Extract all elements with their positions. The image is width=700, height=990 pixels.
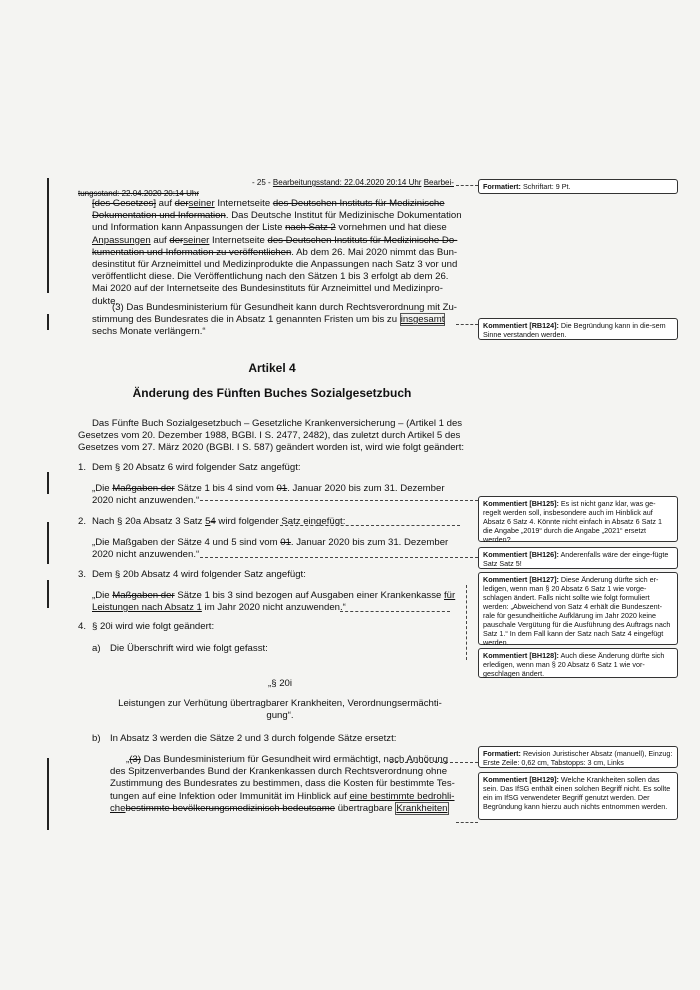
paragraph-3 (92, 302, 458, 339)
text: Internetseite (214, 198, 273, 209)
revision-stamp: Bearbeitungsstand: 22.04.2020 20:14 Uhr (272, 178, 422, 187)
deleted-text: [des Gesetzes] (92, 198, 156, 209)
revision-stamp-prefix: Bearbei- (423, 178, 454, 187)
note-text: Schriftart: 9 Pt. (520, 182, 571, 191)
comment-text: Welche Krankheiten sollen das sein. Das IfSG enthält einen solchen Begriff nicht. Es sollte ein im IfSG verwendeter Begriff genutzt werden. Der Begründung kann hierzu auch nichts entnommen werden. (483, 775, 671, 811)
sub-item-text: In Absatz 3 werden die Sätze 2 und 3 durch folgende Sätze ersetzt: (110, 733, 397, 744)
text: im Jahr 2020 nicht anzuwenden.“ (201, 602, 346, 614)
article-number: Artikel 4 (248, 361, 296, 375)
change-bar (47, 472, 49, 494)
list-item-text: Dem § 20b Absatz 4 wird folgender Satz angefügt: (92, 569, 306, 580)
deleted-text: bestimmte bevölkerungsmedizinisch bedeutsame (125, 802, 336, 814)
note-text: Revision Juristischer Absatz (manuell), Einzug: Erste Zeile: 0,62 cm, Tabstopps: 3 cm, Links (483, 749, 673, 767)
inserted-text: für (444, 590, 456, 601)
comment-text: Auch diese Änderung dürfte sich erledigen, wenn man § 20 Absatz 6 Satz 1 wie vor-geschlagen ändert. (483, 651, 665, 678)
comment-bh127[interactable] (478, 572, 678, 645)
comment-bh128[interactable] (478, 648, 678, 678)
comment-label: Kommentiert [BH127]: (483, 575, 559, 584)
text: Internetseite (209, 234, 268, 246)
inserted-text: Krankheiten (396, 802, 448, 814)
deleted-text: Maßgaben der (112, 590, 175, 601)
deleted-text: kumentation und Information zu veröffentlichen (92, 246, 292, 258)
list-item-text: Dem § 20 Absatz 6 wird folgender Satz angefügt: (92, 462, 301, 473)
inserted-text: eine bestimmte bedrohli- (349, 790, 455, 802)
comment-connector (200, 500, 478, 501)
paragraph-text (92, 198, 462, 308)
text: des Spitzenverbandes Bund der Krankenkassen durch Rechtsverordnung ohne (110, 766, 448, 778)
deleted-text: 01 (280, 537, 291, 548)
deleted-text: Maßgaben der (112, 483, 175, 494)
text: gung“. (266, 710, 294, 722)
comment-rb124[interactable] (478, 318, 678, 340)
text: Gesetzes vom 27. März 2020 (BGBl. I S. 587) geändert worden ist, wird wie folgt geändert: (78, 442, 465, 454)
comment-text: Es ist nicht ganz klar, was ge-regelt werden soll, insbesondere auch im Hinblick auf Absatz 6 Satz 4. Könnte nicht einfach in Absatz 6 Satz 1 die Angabe „2019“ durch die Angabe „2021“ ersetzt werden? (483, 499, 662, 544)
text: „Die Maßgaben der Sätze 4 und 5 sind vom (92, 537, 281, 548)
comment-text: Die Begründung kann in die-sem Sinne verstanden werden. (483, 321, 666, 339)
deleted-text: (3) (129, 754, 141, 765)
text: sechs Monate verlängern.“ (92, 326, 206, 338)
format-note[interactable] (478, 179, 678, 194)
comment-connector (390, 762, 478, 763)
list-item-number: 3. (78, 569, 87, 580)
text: auf (156, 198, 175, 209)
inserted-text: che (110, 802, 126, 814)
list-item-text: § 20i wird wie folgt geändert: (92, 621, 215, 632)
revision-stamp-cont: tungsstand: 22.04.2020 20:14 Uhr (78, 189, 199, 198)
text: Das Fünfte Buch Sozialgesetzbuch – Gesetzliche Krankenversicherung – (Artikel 1 des (92, 418, 463, 429)
text: Zustimmung des Bundesrates zu bestimmen, dass die Kosten für bestimmte Tes- (110, 778, 455, 790)
format-note[interactable] (478, 746, 678, 768)
comment-bh125[interactable] (478, 496, 678, 542)
section-title (110, 698, 450, 722)
text: Gesetzes vom 20. Dezember 1988, BGBl. I S. 2477, 2482), das zuletzt durch Artikel 5 des (78, 430, 461, 442)
text: veröffentlicht diese. Die Veröffentlichung nach den Sätzen 1 bis 3 erfolgt ab dem 26. (92, 271, 449, 283)
text: auf (150, 234, 170, 246)
comment-connector (456, 822, 478, 823)
quoted-sentence (92, 483, 456, 507)
inserted-text: Anpassungen (92, 234, 151, 246)
page-number: - 25 - (252, 178, 271, 187)
text: 2020 nicht anzuwenden.“ (92, 495, 200, 507)
deleted-text: Dokumentation und Information (92, 210, 226, 222)
text: Leistungen zur Verhütung übertragbarer Krankheiten, Verordnungsermächti- (118, 698, 442, 709)
text: übertragbare (335, 802, 396, 814)
text: und Information kann Anpassungen der Liste (92, 222, 286, 234)
comment-label: Kommentiert [RB124]: (483, 321, 559, 330)
text: Sätze 1 bis 4 sind vom (174, 483, 277, 494)
comment-connector (456, 185, 478, 186)
text: Nach § 20a Absatz 3 Satz (92, 516, 206, 527)
text: „ (126, 754, 130, 765)
change-bar (47, 758, 49, 830)
list-item-number: 1. (78, 462, 87, 473)
inserted-text: 5 (205, 516, 211, 527)
text: „Die (92, 590, 113, 601)
comment-text: Anderenfalls wäre der einge-fügte Satz Satz 5! (483, 550, 669, 568)
deleted-text: der (174, 198, 189, 209)
inserted-text: Leistungen nach Absatz 1 (92, 602, 202, 614)
note-label: Formatiert: (483, 749, 521, 758)
text: 2020 nicht anzuwenden.“ (92, 549, 200, 561)
note-label: Formatiert: (483, 182, 521, 191)
comment-label: Kommentiert [BH129]: (483, 775, 559, 784)
text: Sätze 1 bis 3 sind bezogen auf Ausgaben einer Krankenkasse (174, 590, 445, 601)
text: . Januar 2020 bis zum 31. Dezember (287, 483, 445, 494)
comment-label: Kommentiert [BH126]: (483, 550, 559, 559)
comment-bh129[interactable] (478, 772, 678, 820)
inserted-text: insgesamt (400, 314, 445, 326)
text: Mai 2020 auf der Internetseite des Bundesinstituts für Arzneimittel und Medizinpro- (92, 283, 443, 295)
comment-label: Kommentiert [BH125]: (483, 499, 559, 508)
change-bar (47, 580, 49, 608)
deleted-text: 4 (210, 516, 216, 527)
text: vornehmen und hat diese (335, 222, 447, 234)
quoted-paragraph (110, 754, 456, 815)
comment-label: Kommentiert [BH128]: (483, 651, 559, 660)
article-intro (78, 418, 465, 455)
text: (3) Das Bundesministerium für Gesundheit kann durch Rechtsverordnung mit Zu- (112, 302, 457, 313)
list-item-text (92, 516, 345, 528)
comment-connector (200, 557, 478, 558)
list-item-number: 2. (78, 516, 87, 527)
text: wird folgender Satz eingefügt: (215, 516, 346, 527)
sub-item-letter: b) (92, 733, 101, 744)
article-title: Änderung des Fünften Buches Sozialgesetzbuch (132, 386, 412, 400)
comment-connector (456, 324, 478, 325)
text: . Das Deutsche Institut für Medizinische Dokumentation (225, 210, 462, 222)
change-bar (47, 178, 49, 293)
comment-connector (340, 611, 450, 612)
deleted-text: nach Satz 2 (285, 222, 336, 234)
change-bar (47, 314, 49, 330)
comment-connector (466, 585, 467, 660)
text: desinstitut für Arzneimittel und Medizinprodukte die Anpassungen nach Satz 3 vor und (92, 259, 458, 271)
text: tungen auf eine Infektion oder Immunität im Hinblick auf (110, 790, 350, 802)
list-item-number: 4. (78, 621, 87, 632)
text: „Die (92, 483, 113, 494)
text: Das Bundesministerium für Gesundheit wird ermächtigt, nach Anhörung (140, 754, 449, 765)
inserted-text: seiner (188, 198, 215, 209)
sub-item-text: Die Überschrift wird wie folgt gefasst: (110, 643, 268, 654)
inserted-text: seiner (183, 234, 210, 246)
comment-connector (280, 525, 460, 526)
text: . Ab dem 26. Mai 2020 nimmt das Bun- (291, 246, 458, 258)
text: . Januar 2020 bis zum 31. Dezember (290, 537, 449, 548)
page-header (252, 177, 454, 189)
deleted-text: des Deutschen Instituts für Medizinische (272, 198, 445, 209)
deleted-text: des Deutschen Instituts für Medizinische Do- (267, 234, 458, 246)
sub-item-letter: a) (92, 643, 101, 654)
change-bar (47, 522, 49, 564)
section-heading: „§ 20i (268, 678, 292, 689)
deleted-text: 01 (276, 483, 288, 494)
comment-bh126[interactable] (478, 547, 678, 569)
comment-text: Diese Änderung dürfte sich er-ledigen, wenn man § 20 Absatz 6 Satz 1 wie vorge-schlagen ändert. Falls nicht sollte wie folgt formuliert werden: „Abweichend von Satz 4 erhält die Bundeszent-rale für gesundheitliche Aufklärung im Jahr 2020 keine pauschale Vergütung für die Ausführung des Auftrags nach Satz 1.“ In dem Fall kann der Satz nach Satz 4 eingefügt werden. (483, 575, 671, 647)
deleted-text: der (169, 234, 184, 246)
text: stimmung des Bundesrates die in Absatz 1 genannten Fristen um bis zu (92, 314, 400, 326)
text: dukte. (92, 295, 119, 307)
